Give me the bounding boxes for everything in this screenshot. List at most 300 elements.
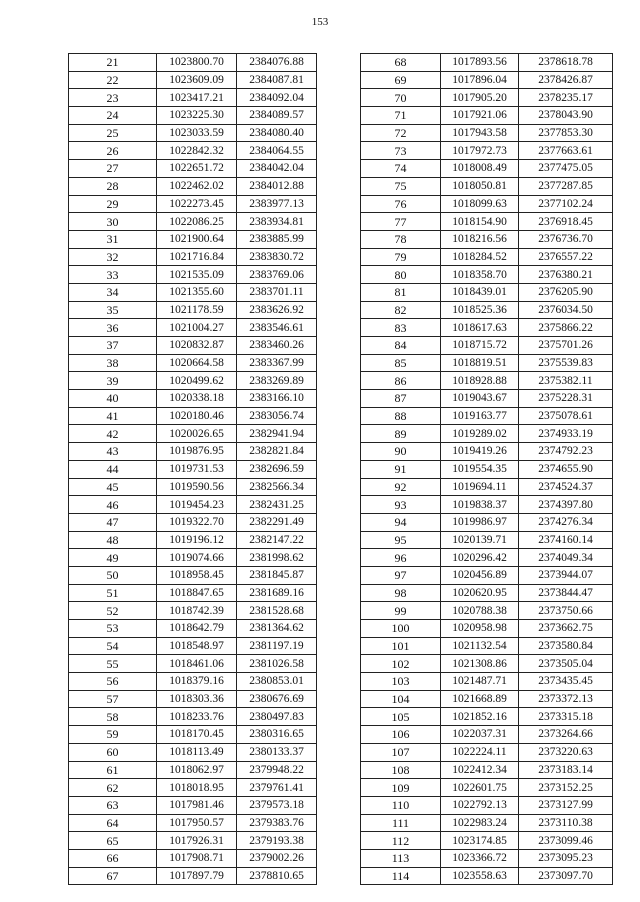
point-number-cell: 25	[69, 124, 157, 142]
point-number-cell: 108	[361, 761, 441, 779]
table-row	[361, 796, 613, 814]
x-coordinate-cell: 1020338.18	[157, 390, 237, 408]
y-coordinate-cell: 2376205.90	[519, 283, 613, 301]
y-coordinate-cell: 2376557.22	[519, 248, 613, 266]
table-row	[361, 620, 613, 638]
point-number-cell: 42	[69, 425, 157, 443]
x-coordinate-cell: 1017921.06	[441, 107, 519, 125]
x-coordinate-cell: 1017908.71	[157, 849, 237, 867]
y-coordinate-cell: 2373844.47	[519, 584, 613, 602]
x-coordinate-cell: 1018642.79	[157, 620, 237, 638]
table-row	[361, 283, 613, 301]
x-coordinate-cell: 1018113.49	[157, 743, 237, 761]
coordinates-table-right	[360, 53, 613, 885]
point-number-cell: 109	[361, 779, 441, 797]
point-number-cell: 38	[69, 354, 157, 372]
x-coordinate-cell: 1020026.65	[157, 425, 237, 443]
table-row	[361, 160, 613, 178]
y-coordinate-cell: 2383367.99	[237, 354, 317, 372]
table-row	[361, 549, 613, 567]
x-coordinate-cell: 1021535.09	[157, 266, 237, 284]
x-coordinate-cell: 1019454.23	[157, 496, 237, 514]
point-number-cell: 105	[361, 708, 441, 726]
table-row	[69, 726, 317, 744]
x-coordinate-cell: 1023558.63	[441, 867, 519, 885]
y-coordinate-cell: 2378235.17	[519, 89, 613, 107]
x-coordinate-cell: 1019419.26	[441, 443, 519, 461]
x-coordinate-cell: 1023033.59	[157, 124, 237, 142]
table-row	[361, 478, 613, 496]
point-number-cell: 28	[69, 177, 157, 195]
point-number-cell: 107	[361, 743, 441, 761]
y-coordinate-cell: 2379193.38	[237, 832, 317, 850]
x-coordinate-cell: 1017972.73	[441, 142, 519, 160]
point-number-cell: 114	[361, 867, 441, 885]
point-number-cell: 102	[361, 655, 441, 673]
x-coordinate-cell: 1018018.95	[157, 779, 237, 797]
table-row	[361, 513, 613, 531]
y-coordinate-cell: 2376380.21	[519, 266, 613, 284]
x-coordinate-cell: 1019838.37	[441, 496, 519, 514]
y-coordinate-cell: 2380497.83	[237, 708, 317, 726]
x-coordinate-cell: 1023366.72	[441, 849, 519, 867]
x-coordinate-cell: 1022462.02	[157, 177, 237, 195]
point-number-cell: 79	[361, 248, 441, 266]
x-coordinate-cell: 1017905.20	[441, 89, 519, 107]
table-row	[361, 814, 613, 832]
x-coordinate-cell: 1022983.24	[441, 814, 519, 832]
table-row	[69, 107, 317, 125]
point-number-cell: 96	[361, 549, 441, 567]
table-row	[69, 124, 317, 142]
point-number-cell: 22	[69, 71, 157, 89]
y-coordinate-cell: 2378043.90	[519, 107, 613, 125]
x-coordinate-cell: 1021308.86	[441, 655, 519, 673]
x-coordinate-cell: 1020832.87	[157, 337, 237, 355]
coordinates-table-right-body	[361, 54, 613, 885]
y-coordinate-cell: 2384087.81	[237, 71, 317, 89]
table-row	[361, 107, 613, 125]
x-coordinate-cell: 1021178.59	[157, 301, 237, 319]
point-number-cell: 72	[361, 124, 441, 142]
point-number-cell: 74	[361, 160, 441, 178]
table-row	[69, 779, 317, 797]
table-row	[69, 71, 317, 89]
y-coordinate-cell: 2380676.69	[237, 690, 317, 708]
x-coordinate-cell: 1021355.60	[157, 283, 237, 301]
point-number-cell: 99	[361, 602, 441, 620]
x-coordinate-cell: 1021668.89	[441, 690, 519, 708]
point-number-cell: 67	[69, 867, 157, 885]
x-coordinate-cell: 1022651.72	[157, 160, 237, 178]
point-number-cell: 77	[361, 213, 441, 231]
table-row	[361, 531, 613, 549]
point-number-cell: 87	[361, 390, 441, 408]
x-coordinate-cell: 1017981.46	[157, 796, 237, 814]
point-number-cell: 100	[361, 620, 441, 638]
table-row	[361, 425, 613, 443]
point-number-cell: 51	[69, 584, 157, 602]
table-row	[69, 761, 317, 779]
table-row	[361, 566, 613, 584]
point-number-cell: 59	[69, 726, 157, 744]
x-coordinate-cell: 1019731.53	[157, 460, 237, 478]
point-number-cell: 78	[361, 230, 441, 248]
point-number-cell: 53	[69, 620, 157, 638]
table-row	[361, 637, 613, 655]
table-row	[361, 443, 613, 461]
table-row	[69, 708, 317, 726]
y-coordinate-cell: 2373095.23	[519, 849, 613, 867]
x-coordinate-cell: 1018819.51	[441, 354, 519, 372]
x-coordinate-cell: 1020664.58	[157, 354, 237, 372]
y-coordinate-cell: 2382821.84	[237, 443, 317, 461]
y-coordinate-cell: 2383977.13	[237, 195, 317, 213]
point-number-cell: 97	[361, 566, 441, 584]
table-row	[69, 195, 317, 213]
point-number-cell: 111	[361, 814, 441, 832]
y-coordinate-cell: 2379002.26	[237, 849, 317, 867]
table-row	[361, 89, 613, 107]
x-coordinate-cell: 1019986.97	[441, 513, 519, 531]
y-coordinate-cell: 2381689.16	[237, 584, 317, 602]
table-row	[69, 849, 317, 867]
point-number-cell: 82	[361, 301, 441, 319]
y-coordinate-cell: 2382566.34	[237, 478, 317, 496]
point-number-cell: 104	[361, 690, 441, 708]
y-coordinate-cell: 2373127.99	[519, 796, 613, 814]
table-row	[69, 478, 317, 496]
x-coordinate-cell: 1021132.54	[441, 637, 519, 655]
table-row	[361, 708, 613, 726]
x-coordinate-cell: 1018154.90	[441, 213, 519, 231]
x-coordinate-cell: 1022842.32	[157, 142, 237, 160]
table-row	[69, 620, 317, 638]
point-number-cell: 94	[361, 513, 441, 531]
y-coordinate-cell: 2381197.19	[237, 637, 317, 655]
y-coordinate-cell: 2378810.65	[237, 867, 317, 885]
table-row	[69, 283, 317, 301]
y-coordinate-cell: 2382431.25	[237, 496, 317, 514]
point-number-cell: 60	[69, 743, 157, 761]
table-row	[69, 690, 317, 708]
x-coordinate-cell: 1018715.72	[441, 337, 519, 355]
table-row	[361, 230, 613, 248]
table-row	[69, 673, 317, 691]
y-coordinate-cell: 2378426.87	[519, 71, 613, 89]
x-coordinate-cell: 1023417.21	[157, 89, 237, 107]
y-coordinate-cell: 2382291.49	[237, 513, 317, 531]
point-number-cell: 26	[69, 142, 157, 160]
y-coordinate-cell: 2373099.46	[519, 832, 613, 850]
point-number-cell: 92	[361, 478, 441, 496]
x-coordinate-cell: 1019322.70	[157, 513, 237, 531]
y-coordinate-cell: 2373110.38	[519, 814, 613, 832]
y-coordinate-cell: 2373944.07	[519, 566, 613, 584]
table-row	[361, 337, 613, 355]
y-coordinate-cell: 2377102.24	[519, 195, 613, 213]
x-coordinate-cell: 1021716.84	[157, 248, 237, 266]
x-coordinate-cell: 1018617.63	[441, 319, 519, 337]
table-row	[361, 460, 613, 478]
x-coordinate-cell: 1023174.85	[441, 832, 519, 850]
table-row	[361, 726, 613, 744]
y-coordinate-cell: 2373220.63	[519, 743, 613, 761]
x-coordinate-cell: 1022601.75	[441, 779, 519, 797]
y-coordinate-cell: 2374049.34	[519, 549, 613, 567]
y-coordinate-cell: 2379573.18	[237, 796, 317, 814]
y-coordinate-cell: 2381364.62	[237, 620, 317, 638]
point-number-cell: 23	[69, 89, 157, 107]
table-row	[69, 602, 317, 620]
table-row	[69, 230, 317, 248]
x-coordinate-cell: 1020788.38	[441, 602, 519, 620]
point-number-cell: 112	[361, 832, 441, 850]
x-coordinate-cell: 1019876.95	[157, 443, 237, 461]
table-row	[361, 301, 613, 319]
y-coordinate-cell: 2381528.68	[237, 602, 317, 620]
point-number-cell: 89	[361, 425, 441, 443]
point-number-cell: 54	[69, 637, 157, 655]
y-coordinate-cell: 2375539.83	[519, 354, 613, 372]
table-row	[361, 354, 613, 372]
point-number-cell: 24	[69, 107, 157, 125]
x-coordinate-cell: 1018216.56	[441, 230, 519, 248]
y-coordinate-cell: 2375078.61	[519, 407, 613, 425]
table-row	[69, 160, 317, 178]
x-coordinate-cell: 1023609.09	[157, 71, 237, 89]
x-coordinate-cell: 1020456.89	[441, 566, 519, 584]
y-coordinate-cell: 2382147.22	[237, 531, 317, 549]
point-number-cell: 113	[361, 849, 441, 867]
y-coordinate-cell: 2383885.99	[237, 230, 317, 248]
y-coordinate-cell: 2379383.76	[237, 814, 317, 832]
y-coordinate-cell: 2381998.62	[237, 549, 317, 567]
x-coordinate-cell: 1021487.71	[441, 673, 519, 691]
y-coordinate-cell: 2374524.37	[519, 478, 613, 496]
table-row	[69, 796, 317, 814]
x-coordinate-cell: 1018284.52	[441, 248, 519, 266]
x-coordinate-cell: 1018233.76	[157, 708, 237, 726]
y-coordinate-cell: 2375866.22	[519, 319, 613, 337]
y-coordinate-cell: 2373435.45	[519, 673, 613, 691]
y-coordinate-cell: 2373264.66	[519, 726, 613, 744]
y-coordinate-cell: 2376736.70	[519, 230, 613, 248]
x-coordinate-cell: 1019554.35	[441, 460, 519, 478]
x-coordinate-cell: 1018062.97	[157, 761, 237, 779]
point-number-cell: 64	[69, 814, 157, 832]
y-coordinate-cell: 2373372.13	[519, 690, 613, 708]
y-coordinate-cell: 2383701.11	[237, 283, 317, 301]
table-row	[361, 124, 613, 142]
x-coordinate-cell: 1020958.98	[441, 620, 519, 638]
x-coordinate-cell: 1023800.70	[157, 54, 237, 72]
x-coordinate-cell: 1018358.70	[441, 266, 519, 284]
point-number-cell: 80	[361, 266, 441, 284]
x-coordinate-cell: 1022224.11	[441, 743, 519, 761]
x-coordinate-cell: 1017896.04	[441, 71, 519, 89]
y-coordinate-cell: 2380316.65	[237, 726, 317, 744]
x-coordinate-cell: 1019163.77	[441, 407, 519, 425]
x-coordinate-cell: 1021004.27	[157, 319, 237, 337]
point-number-cell: 84	[361, 337, 441, 355]
x-coordinate-cell: 1020139.71	[441, 531, 519, 549]
point-number-cell: 46	[69, 496, 157, 514]
table-row	[361, 390, 613, 408]
table-row	[69, 266, 317, 284]
table-row	[361, 655, 613, 673]
y-coordinate-cell: 2377853.30	[519, 124, 613, 142]
table-row	[361, 690, 613, 708]
x-coordinate-cell: 1021852.16	[441, 708, 519, 726]
table-row	[69, 142, 317, 160]
point-number-cell: 43	[69, 443, 157, 461]
point-number-cell: 56	[69, 673, 157, 691]
table-row	[361, 602, 613, 620]
table-row	[361, 496, 613, 514]
y-coordinate-cell: 2377475.05	[519, 160, 613, 178]
y-coordinate-cell: 2379948.22	[237, 761, 317, 779]
table-row	[361, 761, 613, 779]
table-row	[69, 425, 317, 443]
table-row	[69, 390, 317, 408]
x-coordinate-cell: 1019590.56	[157, 478, 237, 496]
y-coordinate-cell: 2377663.61	[519, 142, 613, 160]
point-number-cell: 29	[69, 195, 157, 213]
y-coordinate-cell: 2379761.41	[237, 779, 317, 797]
point-number-cell: 37	[69, 337, 157, 355]
table-row	[69, 443, 317, 461]
table-row	[361, 779, 613, 797]
y-coordinate-cell: 2374792.23	[519, 443, 613, 461]
y-coordinate-cell: 2383830.72	[237, 248, 317, 266]
x-coordinate-cell: 1019043.67	[441, 390, 519, 408]
point-number-cell: 44	[69, 460, 157, 478]
point-number-cell: 49	[69, 549, 157, 567]
x-coordinate-cell: 1018742.39	[157, 602, 237, 620]
point-number-cell: 90	[361, 443, 441, 461]
y-coordinate-cell: 2382696.59	[237, 460, 317, 478]
y-coordinate-cell: 2374160.14	[519, 531, 613, 549]
point-number-cell: 52	[69, 602, 157, 620]
point-number-cell: 55	[69, 655, 157, 673]
point-number-cell: 50	[69, 566, 157, 584]
x-coordinate-cell: 1018303.36	[157, 690, 237, 708]
point-number-cell: 39	[69, 372, 157, 390]
x-coordinate-cell: 1018928.88	[441, 372, 519, 390]
point-number-cell: 47	[69, 513, 157, 531]
y-coordinate-cell: 2383056.74	[237, 407, 317, 425]
x-coordinate-cell: 1017893.56	[441, 54, 519, 72]
x-coordinate-cell: 1018439.01	[441, 283, 519, 301]
x-coordinate-cell: 1021900.64	[157, 230, 237, 248]
x-coordinate-cell: 1018548.97	[157, 637, 237, 655]
table-row	[69, 372, 317, 390]
point-number-cell: 71	[361, 107, 441, 125]
y-coordinate-cell: 2381845.87	[237, 566, 317, 584]
y-coordinate-cell: 2383460.26	[237, 337, 317, 355]
point-number-cell: 36	[69, 319, 157, 337]
point-number-cell: 30	[69, 213, 157, 231]
point-number-cell: 101	[361, 637, 441, 655]
y-coordinate-cell: 2383269.89	[237, 372, 317, 390]
point-number-cell: 106	[361, 726, 441, 744]
table-row	[69, 54, 317, 72]
table-row	[361, 213, 613, 231]
y-coordinate-cell: 2373580.84	[519, 637, 613, 655]
y-coordinate-cell: 2381026.58	[237, 655, 317, 673]
x-coordinate-cell: 1022086.25	[157, 213, 237, 231]
table-row	[69, 867, 317, 885]
x-coordinate-cell: 1018170.45	[157, 726, 237, 744]
y-coordinate-cell: 2383769.06	[237, 266, 317, 284]
y-coordinate-cell: 2382941.94	[237, 425, 317, 443]
table-row	[361, 832, 613, 850]
coordinates-table-left	[68, 53, 317, 885]
page-number: 153	[311, 16, 329, 28]
table-row	[69, 531, 317, 549]
table-row	[361, 849, 613, 867]
y-coordinate-cell: 2373750.66	[519, 602, 613, 620]
table-row	[69, 301, 317, 319]
x-coordinate-cell: 1022273.45	[157, 195, 237, 213]
x-coordinate-cell: 1020296.42	[441, 549, 519, 567]
point-number-cell: 45	[69, 478, 157, 496]
point-number-cell: 69	[361, 71, 441, 89]
point-number-cell: 66	[69, 849, 157, 867]
x-coordinate-cell: 1020180.46	[157, 407, 237, 425]
point-number-cell: 110	[361, 796, 441, 814]
table-row	[69, 213, 317, 231]
point-number-cell: 76	[361, 195, 441, 213]
point-number-cell: 88	[361, 407, 441, 425]
point-number-cell: 70	[361, 89, 441, 107]
point-number-cell: 31	[69, 230, 157, 248]
table-row	[361, 177, 613, 195]
point-number-cell: 35	[69, 301, 157, 319]
table-row	[69, 496, 317, 514]
point-number-cell: 75	[361, 177, 441, 195]
y-coordinate-cell: 2375701.26	[519, 337, 613, 355]
y-coordinate-cell: 2383626.92	[237, 301, 317, 319]
point-number-cell: 103	[361, 673, 441, 691]
y-coordinate-cell: 2374655.90	[519, 460, 613, 478]
point-number-cell: 32	[69, 248, 157, 266]
table-row	[361, 673, 613, 691]
table-row	[361, 248, 613, 266]
table-row	[361, 142, 613, 160]
x-coordinate-cell: 1018008.49	[441, 160, 519, 178]
y-coordinate-cell: 2384092.04	[237, 89, 317, 107]
point-number-cell: 48	[69, 531, 157, 549]
y-coordinate-cell: 2373662.75	[519, 620, 613, 638]
y-coordinate-cell: 2384076.88	[237, 54, 317, 72]
point-number-cell: 63	[69, 796, 157, 814]
y-coordinate-cell: 2378618.78	[519, 54, 613, 72]
table-row	[361, 195, 613, 213]
coordinates-table-left-body	[69, 54, 317, 885]
y-coordinate-cell: 2383546.61	[237, 319, 317, 337]
x-coordinate-cell: 1022037.31	[441, 726, 519, 744]
x-coordinate-cell: 1019196.12	[157, 531, 237, 549]
table-row	[361, 319, 613, 337]
x-coordinate-cell: 1018099.63	[441, 195, 519, 213]
y-coordinate-cell: 2375228.31	[519, 390, 613, 408]
table-row	[361, 372, 613, 390]
point-number-cell: 62	[69, 779, 157, 797]
point-number-cell: 91	[361, 460, 441, 478]
y-coordinate-cell: 2376918.45	[519, 213, 613, 231]
